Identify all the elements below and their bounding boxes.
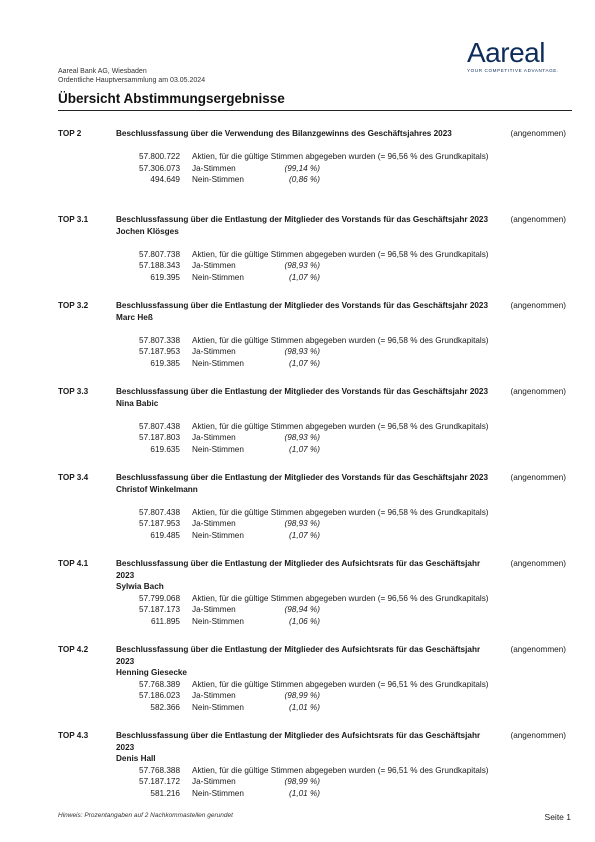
agenda-item-status: (angenommen) <box>510 301 566 310</box>
agenda-item-heading-block <box>116 558 494 593</box>
agenda-item-number: TOP 3.2 <box>58 301 89 310</box>
agenda-item-status: (angenommen) <box>510 129 566 138</box>
shares-label-text: Aktien, für die gültige Stimmen abgegeben wurden <box>192 335 376 345</box>
no-label: Nein-Stimmen <box>192 702 244 712</box>
shares-label <box>192 151 489 163</box>
shares-label-text: Aktien, für die gültige Stimmen abgegeben wurden <box>192 507 376 517</box>
yes-percent: (98,93 %) <box>284 347 320 356</box>
no-count: 581.216 <box>150 788 180 798</box>
agenda-item-number: TOP 2 <box>58 129 82 138</box>
agenda-item-number: TOP 3.4 <box>58 473 89 482</box>
agenda-item-status: (angenommen) <box>510 473 566 482</box>
page-title: Übersicht Abstimmungsergebnisse <box>58 91 285 106</box>
shares-capital-pct: (= 96,58 % des Grundkapitals) <box>377 335 489 345</box>
yes-count: 57.187.953 <box>139 347 180 356</box>
shares-label <box>192 249 489 261</box>
no-label: Nein-Stimmen <box>192 358 244 368</box>
agenda-item-heading-block <box>116 730 494 765</box>
no-percent: (1,07 %) <box>289 530 320 540</box>
agenda-item-person: Henning Giesecke <box>116 668 187 677</box>
shares-label <box>192 335 489 347</box>
agenda-item-person: Christof Winkelmann <box>116 484 198 494</box>
yes-label: Ja-Stimmen <box>192 347 236 356</box>
shares-label <box>192 679 489 691</box>
no-percent: (1,01 %) <box>289 788 320 798</box>
yes-percent: (98,93 %) <box>284 519 320 528</box>
agenda-item <box>58 730 572 816</box>
no-label: Nein-Stimmen <box>192 175 244 184</box>
shares-label-text: Aktien, für die gültige Stimmen abgegeben wurden <box>192 679 376 689</box>
agenda-item-heading-block <box>116 644 494 679</box>
shares-capital-pct: (= 96,58 % des Grundkapitals) <box>377 249 489 259</box>
yes-percent: (98,99 %) <box>284 777 320 786</box>
agenda-item-person: Sylwia Bach <box>116 582 164 591</box>
yes-percent: (98,99 %) <box>284 691 320 700</box>
agenda-item-heading: Beschlussfassung über die Entlastung der Mitglieder des Aufsichtsrats für das Geschäftsjahr 2023 <box>116 731 481 752</box>
yes-count: 57.188.343 <box>139 261 180 270</box>
agenda-item-status: (angenommen) <box>510 645 566 654</box>
shares-capital-pct: (= 96,58 % des Grundkapitals) <box>377 507 489 517</box>
agenda-item-status: (angenommen) <box>510 559 566 568</box>
agenda-item <box>58 214 572 300</box>
shares-label-text: Aktien, für die gültige Stimmen abgegeben wurden <box>192 593 376 603</box>
logo-wordmark: Aareal <box>467 37 545 68</box>
shares-capital-pct: (= 96,58 % des Grundkapitals) <box>377 421 489 431</box>
shares-count: 57.807.438 <box>139 507 180 517</box>
agenda-item-person: Marc Heß <box>116 312 153 322</box>
agenda-item-heading: Beschlussfassung über die Entlastung der Mitglieder des Vorstands für das Geschäftsjahr 2023 <box>116 473 489 482</box>
no-percent: (0,86 %) <box>289 175 320 184</box>
agenda-item-status: (angenommen) <box>510 731 566 740</box>
agenda-item-heading-block <box>116 128 494 140</box>
agenda-item <box>58 558 572 644</box>
meeting-name: Ordentliche Hauptversammlung am 03.05.2024 <box>58 77 206 84</box>
shares-count: 57.807.338 <box>139 335 180 345</box>
no-label: Nein-Stimmen <box>192 616 244 626</box>
yes-label: Ja-Stimmen <box>192 605 236 614</box>
company-name: Aareal Bank AG, Wiesbaden <box>58 68 147 75</box>
agenda-item-number: TOP 3.3 <box>58 387 89 396</box>
shares-label <box>192 507 489 519</box>
shares-count: 57.807.438 <box>139 421 180 431</box>
yes-count: 57.187.803 <box>139 433 180 442</box>
agenda-item-heading: Beschlussfassung über die Entlastung der Mitglieder des Vorstands für das Geschäftsjahr 2023 <box>116 387 489 396</box>
agenda-item-person: Nina Babic <box>116 398 159 408</box>
footnote: Hinweis: Prozentangaben auf 2 Nachkommastellen gerundet <box>58 812 233 819</box>
shares-capital-pct: (= 96,56 % des Grundkapitals) <box>377 152 489 161</box>
aareal-logo <box>467 37 563 74</box>
logo-tagline: YOUR COMPETITIVE ADVANTAGE. <box>467 68 559 73</box>
agenda-item-status: (angenommen) <box>510 387 566 396</box>
agenda-item-person: Denis Hall <box>116 754 156 763</box>
yes-count: 57.187.172 <box>139 777 180 786</box>
agenda-item <box>58 300 572 386</box>
shares-label-text: Aktien, für die gültige Stimmen abgegeben wurden <box>192 421 376 431</box>
agenda-item-number: TOP 4.2 <box>58 645 89 654</box>
shares-label <box>192 765 489 777</box>
no-label: Nein-Stimmen <box>192 444 244 454</box>
no-count: 619.485 <box>150 530 180 540</box>
yes-count: 57.306.073 <box>139 163 180 173</box>
yes-percent: (98,93 %) <box>284 261 320 270</box>
shares-label <box>192 421 489 433</box>
yes-label: Ja-Stimmen <box>192 433 236 442</box>
agenda-item-heading-block <box>116 386 494 409</box>
agenda-item-heading: Beschlussfassung über die Entlastung der Mitglieder des Aufsichtsrats für das Geschäftsjahr 2023 <box>116 645 481 666</box>
shares-label-text: Aktien, für die gültige Stimmen abgegeben wurden <box>192 765 376 775</box>
yes-label: Ja-Stimmen <box>192 691 236 700</box>
agenda-item-number: TOP 4.1 <box>58 559 89 568</box>
no-count: 619.395 <box>150 272 180 282</box>
shares-capital-pct: (= 96,51 % des Grundkapitals) <box>377 679 489 689</box>
shares-label <box>192 593 489 605</box>
yes-label: Ja-Stimmen <box>192 261 236 270</box>
page-number: Seite 1 <box>544 812 571 822</box>
agenda-item-person: Jochen Klösges <box>116 226 179 236</box>
agenda-item-heading-block <box>116 214 494 237</box>
no-percent: (1,06 %) <box>289 616 320 626</box>
agenda-item <box>58 128 572 214</box>
agenda-item-heading: Beschlussfassung über die Entlastung der Mitglieder des Vorstands für das Geschäftsjahr 2023 <box>116 215 489 224</box>
agenda-item <box>58 386 572 472</box>
no-label: Nein-Stimmen <box>192 272 244 282</box>
agenda-list <box>58 128 572 816</box>
shares-count: 57.799.068 <box>139 593 180 603</box>
agenda-item-heading: Beschlussfassung über die Entlastung der Mitglieder des Aufsichtsrats für das Geschäftsjahr 2023 <box>116 559 481 580</box>
shares-count: 57.807.738 <box>139 249 180 259</box>
yes-percent: (99,14 %) <box>284 163 320 173</box>
header-divider <box>58 110 572 111</box>
agenda-item-heading-block <box>116 472 494 495</box>
yes-count: 57.187.953 <box>139 519 180 528</box>
yes-label: Ja-Stimmen <box>192 163 236 173</box>
no-count: 611.895 <box>151 616 180 626</box>
no-label: Nein-Stimmen <box>192 788 244 798</box>
agenda-item <box>58 472 572 558</box>
agenda-item-status: (angenommen) <box>510 215 566 224</box>
agenda-item-number: TOP 3.1 <box>58 215 89 224</box>
shares-label-text: Aktien, für die gültige Stimmen abgegeben wurden <box>192 152 376 161</box>
shares-capital-pct: (= 96,56 % des Grundkapitals) <box>377 593 489 603</box>
no-count: 619.635 <box>150 444 180 454</box>
no-count: 582.366 <box>150 702 180 712</box>
yes-label: Ja-Stimmen <box>192 519 236 528</box>
no-percent: (1,01 %) <box>289 702 320 712</box>
no-count: 619.385 <box>150 358 180 368</box>
no-percent: (1,07 %) <box>289 358 320 368</box>
no-percent: (1,07 %) <box>289 272 320 282</box>
agenda-item-heading: Beschlussfassung über die Entlastung der Mitglieder des Vorstands für das Geschäftsjahr 2023 <box>116 301 489 310</box>
shares-label-text: Aktien, für die gültige Stimmen abgegeben wurden <box>192 249 376 259</box>
yes-percent: (98,94 %) <box>284 605 320 614</box>
shares-capital-pct: (= 96,51 % des Grundkapitals) <box>377 765 489 775</box>
yes-count: 57.186.023 <box>139 691 180 700</box>
shares-count: 57.768.389 <box>139 679 180 689</box>
no-count: 494.649 <box>150 175 180 184</box>
agenda-item-number: TOP 4.3 <box>58 731 89 740</box>
yes-percent: (98,93 %) <box>284 433 320 442</box>
agenda-item <box>58 644 572 730</box>
shares-count: 57.768.388 <box>139 765 180 775</box>
yes-count: 57.187.173 <box>139 605 180 614</box>
no-percent: (1,07 %) <box>289 444 320 454</box>
no-label: Nein-Stimmen <box>192 530 244 540</box>
yes-label: Ja-Stimmen <box>192 777 236 786</box>
agenda-item-heading-block <box>116 300 494 323</box>
document-header <box>58 67 205 85</box>
shares-count: 57.800.722 <box>139 152 180 161</box>
agenda-item-heading: Beschlussfassung über die Verwendung des Bilanzgewinns des Geschäftsjahres 2023 <box>116 129 452 138</box>
